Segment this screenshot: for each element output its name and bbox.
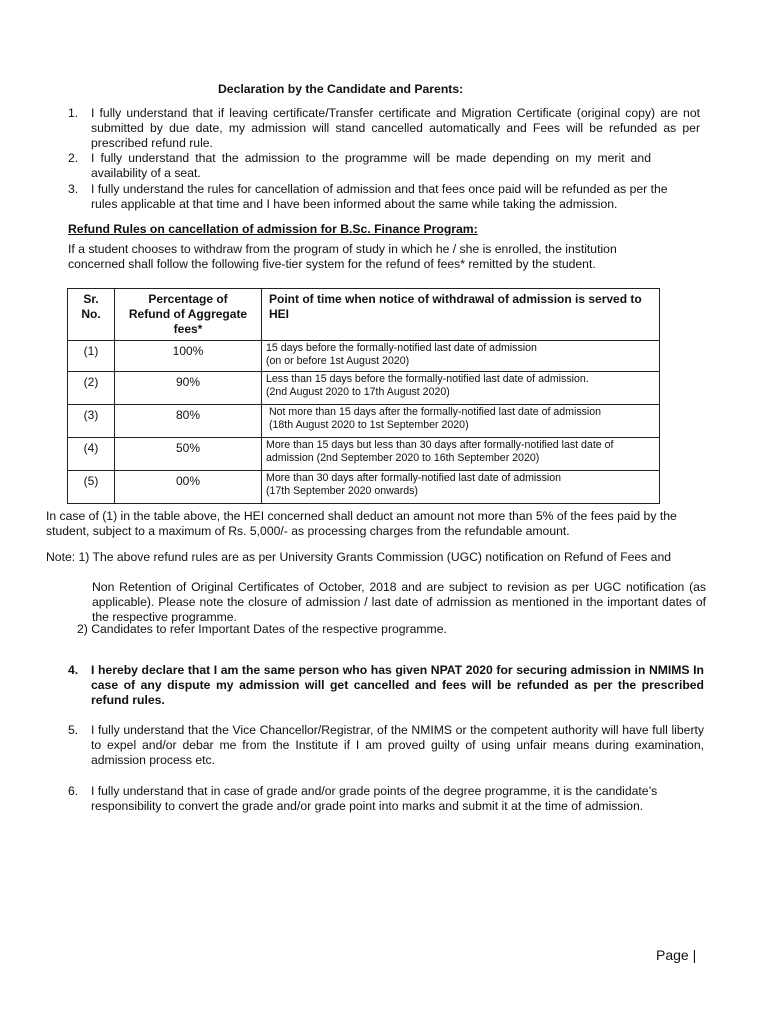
row-percentage: 50% <box>115 438 262 471</box>
row-sr: (2) <box>68 372 115 405</box>
row-percentage: 90% <box>115 372 262 405</box>
table-row <box>68 341 660 372</box>
note-1-continued: Non Retention of Original Certificates of October, 2018 and are subject to revision as per UGC notification (as applicable). Please note the closure of admission / last date of admission as mentioned in the important dates of the respective programme. <box>92 580 706 624</box>
note-2: 2) Candidates to refer Important Dates of the respective programme. <box>77 622 447 636</box>
table-row <box>68 372 660 405</box>
refund-table <box>67 288 660 504</box>
table-header-row <box>68 289 660 341</box>
note-1: Note: 1) The above refund rules are as per University Grants Commission (UGC) notification on Refund of Fees and <box>46 550 672 564</box>
declaration-item-3 <box>68 182 700 212</box>
item-number: 5. <box>68 723 79 737</box>
item-text: I fully understand that the Vice Chancellor/Registrar, of the NMIMS or the competent authority will have full liberty to expel and/or debar me from the Institute if I am proved guilty of using unfair means during examination, admission process etc. <box>91 723 704 767</box>
row-point-of-time: More than 30 days after formally-notified last date of admission (17th September 2020 onwards) <box>262 471 660 504</box>
item-number: 1. <box>68 106 79 120</box>
row-sr: (4) <box>68 438 115 471</box>
row-sr: (5) <box>68 471 115 504</box>
declaration-item-6 <box>68 784 704 814</box>
table-row <box>68 438 660 471</box>
item-number: 6. <box>68 784 79 798</box>
row-point-of-time: 15 days before the formally-notified last date of admission (on or before 1st August 2020) <box>262 341 660 372</box>
item-text: I fully understand that if leaving certificate/Transfer certificate and Migration Certificate (original copy) are not submitted by due date, my admission will stand cancelled automatically and Fees will be refunded as per prescribed refund rule. <box>91 106 700 150</box>
page-footer: Page | <box>656 947 697 963</box>
row-sr: (1) <box>68 341 115 372</box>
declaration-item-2 <box>68 151 700 181</box>
refund-rules-heading: Refund Rules on cancellation of admission for B.Sc. Finance Program: <box>68 222 478 236</box>
header-percentage: Percentage of Refund of Aggregate fees* <box>115 289 262 341</box>
item-text: I hereby declare that I am the same person who has given NPAT 2020 for securing admission in NMIMS In case of any dispute my admission will get cancelled and fees will be refunded as per the prescribed refund rules. <box>91 663 704 707</box>
refund-intro: If a student chooses to withdraw from the program of study in which he / she is enrolled, the institution concerned shall follow the following five-tier system for the refund of fees* remitted by the student. <box>68 242 617 271</box>
item-text: I fully understand that in case of grade and/or grade points of the degree programme, it is the candidate’s responsibility to convert the grade and/or grade point into marks and submit it at the time of admission. <box>91 784 658 813</box>
item-number: 3. <box>68 182 79 196</box>
item-text: I fully understand that the admission to the programme will be made depending on my merit and availability of a seat. <box>91 151 651 180</box>
processing-charge-note: In case of (1) in the table above, the HEI concerned shall deduct an amount not more than 5% of the fees paid by the student, subject to a maximum of Rs. 5,000/- as processing charges from the refundable amount. <box>46 509 677 538</box>
row-percentage: 00% <box>115 471 262 504</box>
row-percentage: 80% <box>115 405 262 438</box>
row-point-of-time: Less than 15 days before the formally-notified last date of admission. (2nd August 2020 to 17th August 2020) <box>262 372 660 405</box>
table-row <box>68 405 660 438</box>
row-point-of-time: Not more than 15 days after the formally-notified last date of admission (18th August 2020 to 1st September 2020) <box>262 405 660 438</box>
declaration-item-4 <box>68 663 704 708</box>
header-sr-no: Sr. No. <box>68 289 115 341</box>
row-percentage: 100% <box>115 341 262 372</box>
row-sr: (3) <box>68 405 115 438</box>
item-number: 4. <box>68 663 79 677</box>
table-row <box>68 471 660 504</box>
item-text: I fully understand the rules for cancellation of admission and that fees once paid will be refunded as per the rules applicable at that time and I have been informed about the same while taking the admission. <box>91 182 668 211</box>
row-point-of-time: More than 15 days but less than 30 days after formally-notified last date of admission (2nd September 2020 to 16th September 2020) <box>262 438 660 471</box>
header-point-of-time: Point of time when notice of withdrawal of admission is served to HEI <box>262 289 660 341</box>
item-number: 2. <box>68 151 79 165</box>
declaration-item-1 <box>68 106 700 151</box>
declaration-item-5 <box>68 723 704 768</box>
declaration-title: Declaration by the Candidate and Parents: <box>218 82 464 96</box>
